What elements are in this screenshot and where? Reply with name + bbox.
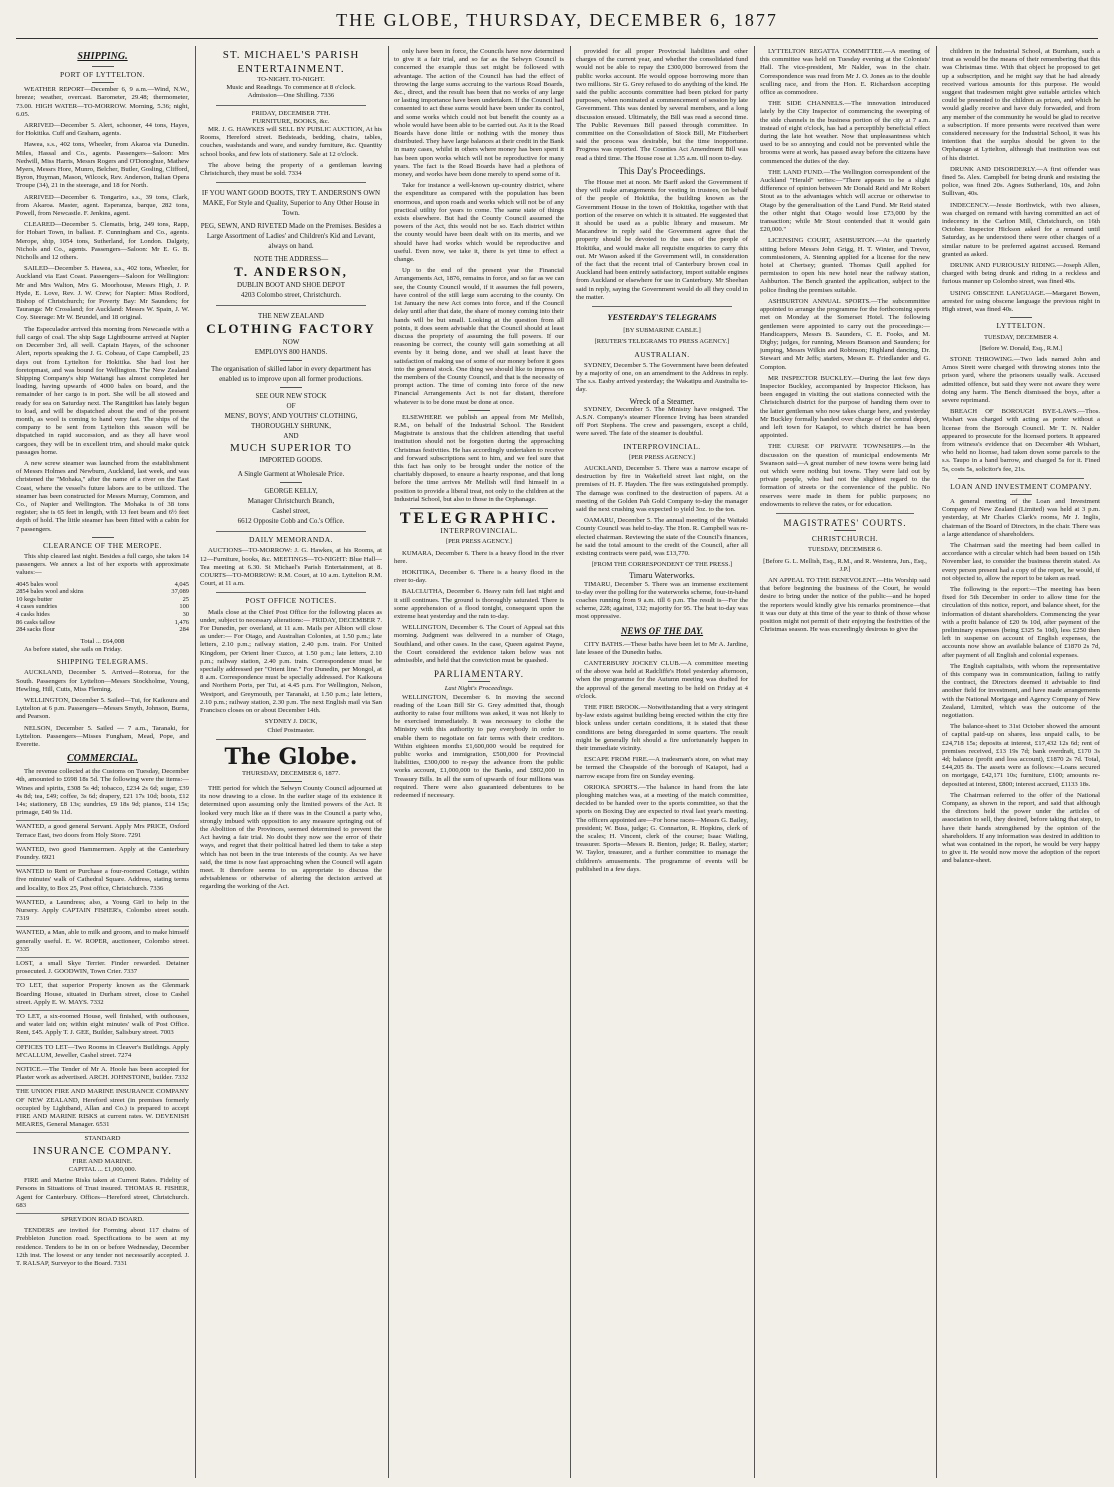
news-item: CITY BATHS.—These baths have been let to Mr A. Jardine, late lessee of the Dunedin baths. bbox=[576, 640, 748, 656]
news-item: MR INSPECTOR BUCKLEY.—During the last few days Inspector Buckley, accompanied by Inspector Hickson, has been engaged in visiting the out stations connected with the Christchurch district for the purpose of handing them over to the latter gentleman who now takes charge here, and yesterday Mr Buckley formally handed over charge of the central depot, and left town for Kaiapoi, to which district he has been appointed. bbox=[760, 374, 930, 440]
export-item: 86 casks tallow bbox=[16, 618, 56, 626]
music: Music and Readings. To commence at 8 o'clock. bbox=[226, 84, 356, 92]
memoranda-heading: DAILY MEMORANDA. bbox=[248, 535, 334, 545]
classified-ad: TO LET, that superior Property known as the Glenmark Boarding House, situated in Durham street, close to Cashel street. Apply E. W. MAYS. 7332 bbox=[16, 979, 189, 1007]
press-agency: [PER PRESS AGENCY.] bbox=[628, 453, 696, 461]
and: AND bbox=[283, 432, 299, 441]
classified-ad: THE UNION FIRE AND MARINE INSURANCE COMPANY OF NEW ZEALAND, Hereford street (in premises formerly occupied by Lightband, Allan and Co.) is prepared to accept FIRE AND MARINE RISKS at current rates. W. DEVENISH MEARES, General Manager. 6531 bbox=[16, 1085, 189, 1129]
telegram-kumara: KUMARA, December 6. There is a heavy flood in the river here. bbox=[394, 549, 564, 565]
news-item: THE CURSE OF PRIVATE TOWNSHIPS.—In the discussion on the question of municipal endowments Mr Swanson said—A great number of new towns were being laid out which were nothing but towns. They were laid out by private people, who had not the slightest regard to the formation of streets or the convenience of the public. No reserves were made in them for public purposes; no endowments to relieve the rates, or for education. bbox=[760, 443, 930, 508]
globe-title: The Globe. bbox=[224, 743, 358, 770]
news-item: THE FIRE BROOK.—Notwithstanding that a very stringent by-law exists against building being erected within the city fire block unless under certain conditions, it is stated that these conditions are being disregarded in some quarters. The result might be generally felt should a fire unfortunately happen in their immediate vicinity. bbox=[576, 704, 748, 753]
see-new-stock: SEE OUR NEW STOCK bbox=[255, 392, 327, 401]
spreydon-body: TENDERS are invited for Forming about 117 chains of Prebbleton Junction road. Specifications to be seen at my residence. Tenders to be in on or before Wednesday, December 12th inst. The lowest or any tender not necessarily accepted. J. T. RALSAP, Surveyor to the Board. 7331 bbox=[16, 1227, 189, 1267]
telegraphic-heading: TELEGRAPHIC. bbox=[399, 509, 559, 527]
anderson-note: NOTE THE ADDRESS— bbox=[253, 255, 329, 264]
nz-heading: THE NEW ZEALAND bbox=[258, 312, 324, 321]
post-office-heading: POST OFFICE NOTICES. bbox=[245, 596, 337, 606]
classified-ad: WANTED, a good general Servant. Apply Mrs PRICE, Oxford Terrace East, two doors from Holy Store. 7291 bbox=[16, 820, 189, 839]
divider bbox=[92, 66, 114, 67]
column-ads bbox=[200, 48, 382, 1476]
standard-capital: CAPITAL ... £1,000,000. bbox=[68, 1165, 137, 1173]
clearance-text: This ship cleared last night. Besides a full cargo, she takes 14 passengers. We annex a list of her exports with approximate values:— bbox=[16, 552, 189, 577]
telegram-hokitika: HOKITIKA, December 6. There is a heavy flood in the river to-day. bbox=[394, 568, 564, 585]
export-value: 100 bbox=[179, 603, 189, 611]
telegram-wellington: WELLINGTON, December 5. Sailed—Tui, for Kaikoura and Lyttelton at 6 p.m. Passengers—Messrs Smyth, Johnson, Burns, and Pearson. bbox=[16, 696, 189, 721]
divider bbox=[216, 305, 366, 306]
sailed: SAILED—December 5. Hawea, s.s., 402 tons, Wheeler, for Auckland via East Coast. Passengers—Saloon for Wellington: Mr and Mrs Walton, Mrs G. Moorhouse, Messrs High, J. P. Hyde, E. Love, Rev. J. W. Crew; for Napier: Miss Rodford, Bishop of Christchurch; for Poverty Bay: Mr Saunders; for Tauranga: Mr Crossland; for Auckland: Messrs W. Spain, J. W. Coy. Steerage: Mr W. Brundel, and 18 original. bbox=[16, 265, 189, 322]
clothing-factory-ad bbox=[200, 311, 382, 526]
anderson-address: 4203 Colombo street, Christchurch. bbox=[240, 291, 342, 300]
loan-report: The balance-sheet to 31st October showed the amount of capital paid-up on shares, less unpaid calls, to be £24,718 15s; deposits at interest, £17,432 12s 6d; rent of premises received, £13 19s 7d; bank overdraft, £170 3s 4d; balance (profit and loss account), £1870 2s 7d. Total, £44,205 8s. The assets were as follows:—Loans secured on mortgage, £42,171 10s; furniture, £100; amounts re-deposited at interest, £800; interest accrued, £1133 18s. bbox=[942, 723, 1100, 788]
classified-ad: WANTED, two good Hammermen. Apply at the Canterbury Foundry. 6921 bbox=[16, 843, 189, 862]
correspondent-note: [FROM THE CORRESPONDENT OF THE PRESS.] bbox=[591, 561, 733, 569]
court-bench: [Before G. L. Mellish, Esq., R.M., and R. Westenra, Jun., Esq., J.P.] bbox=[763, 557, 927, 573]
divider bbox=[776, 513, 914, 514]
anderson-intro: IF YOU WANT GOOD BOOTS, TRY T. ANDERSON'S OWN MAKE, For Style and Quality, Superior to Any Other House in Town. bbox=[201, 189, 381, 218]
news-item: ASHBURTON ANNUAL SPORTS.—The subcommittee appointed to arrange the programme for the forthcoming sports met on Monday at the Somerset Hotel. The following gentlemen were appointed to carry out the proceedings:—Handicappers, Messrs B. Saunders, C. E. Fooks, and M. Digby; judges, for running, Messrs Branson and Saunders; for jumping, Messrs Wilkin and Robinson; Highland dancing, Dr. Stewart and Mr Jeffs; starters, Messrs E. Friedlander and G. Compton. bbox=[760, 297, 930, 371]
standard-sub: INSURANCE COMPANY. bbox=[32, 1144, 173, 1157]
this-day-proceedings: The House met at noon. Mr Barff asked the Government if they will make arrangements for vesting in trustees, on behalf of the people of Hokitika, the building known as the Government House in the town of Hokitika, together with that portion of the reserve on which it is situated. He suggested that it should be used as a public library and museum. Mr Macandrew in reply said the Government agree that the property should be devoted to the uses of the people of Hokitika, and would make all requisite enquiries to carry this out. Mr Wason asked if the Government will, in consideration of the fact that the recent trial of Canterbury brown coal in Auckland had been entirely satisfactory, import suitable engines from Auckland or elsewhere for use in Canterbury. Mr Sheehan said in reply, saying the Government would do all they could in the matter. bbox=[576, 179, 748, 301]
court-case: USING OBSCENE LANGUAGE.—Margaret Bowen, arrested for using obscene language the previous night in High street, was fined 40s. bbox=[942, 289, 1100, 314]
single-garment: A Single Garment at Wholesale Price. bbox=[237, 470, 345, 479]
column-divider bbox=[936, 46, 937, 1478]
port-heading: PORT OF LYTTELTON. bbox=[60, 70, 145, 79]
australian-news: SYDNEY, December 5. The Government have been defeated by a majority of one, on an amendment to the Address in reply. The s.s. Easby arrived yesterday; the Wakatipu and Australia to-day. bbox=[576, 361, 748, 394]
wreck-news: SYDNEY, December 5. The Ministry have resigned. The A.S.N. Company's steamer Florence Irving has been stranded off Port Stephens. The crew and passengers, except a child, were saved. The fate of the steamer is doubtful. bbox=[576, 405, 748, 438]
magistrates-heading: MAGISTRATES' COURTS. bbox=[783, 517, 907, 528]
standard-fire-marine: FIRE AND MARINE. bbox=[72, 1157, 133, 1165]
interprovincial-heading: INTERPROVINCIAL. bbox=[440, 526, 518, 536]
arrivals: ARRIVED—December 5. Alert, schooner, 44 tons, Hayes, for Hokitika. Cuff and Graham, agents. bbox=[16, 122, 189, 138]
masthead-rule bbox=[16, 38, 1098, 39]
timaru-heading: Timaru Waterworks. bbox=[629, 571, 695, 581]
clearance-heading: CLEARANCE OF THE MEROPE. bbox=[43, 540, 162, 550]
loan-report: A general meeting of the Loan and Investment Company of New Zealand (Limited) was held at 3 p.m. yesterday, at Mr Charles Clark's rooms, Mr J. Inglis, chairman of the Board of Directors, in the chair. There was a large attendance of shareholders. bbox=[942, 497, 1100, 538]
opposite-cobb: 6612 Opposite Cobb and Co.'s Office. bbox=[237, 517, 345, 526]
classified-ad: LOST, a small Skye Terrier. Finder rewarded. Detainer prosecuted. J. GOODWIN, Town Crier. 7337 bbox=[16, 957, 189, 976]
commercial-heading: COMMERCIAL. bbox=[67, 753, 138, 765]
postmaster-title: Chief Postmaster. bbox=[267, 726, 315, 734]
loan-report: The Chairman referred to the offer of the National Company, as shown in the report, and said that although the directors held the power under the articles of association to sell, they desired, before taking that step, to have their hands strengthened by the opinion of the shareholders. If any information was desired in addition to what was contained in the report, he would be very happy to give it. He would now move the adoption of the report and balance-sheet. bbox=[942, 791, 1100, 865]
divider bbox=[834, 530, 856, 531]
loan-report: The Chairman said the meeting had been called in accordance with a circular which had been issued on 15th November last, to consider the business therein stated. As every person present had a copy of the report, he would, if not objected to, allow the report to be taken as read. bbox=[942, 541, 1100, 582]
news-item: LICENSING COURT, ASHBURTON.—At the quarterly sitting before Messrs John Grigg, H. T. Winter, and Trevor, commissioners, A. Stenning applied for a license for the new hotel at Chertsey; granted. Thomas Quill applied for permission to open his new hotel near the railway station, Ashburton. The Bench granted the application, subject to the police finding the premises suitable. bbox=[760, 237, 930, 294]
weather-report: WEATHER REPORT—December 6, 9 a.m.—Wind, N.W., breeze; weather, overcast. Barometer, 29.48; thermometer, 73.00. HIGH WATER—TO-MORROW. Morning, 5.36; night, 6.05. bbox=[16, 86, 189, 118]
classified-ad: WANTED, a Man, able to milk and groom, and to make himself generally useful. E. W. ROPER, auctioneer, Colombo street. 7335 bbox=[16, 926, 189, 954]
telegram-auckland: AUCKLAND, December 5. There was a narrow escape of destruction by fire in Wakefield street last night, on the premises of H. F. Hayden. The fire was extinguished promptly. The damage was confined to the destruction of papers. At a meeting of the Golden Pah Gold Company to-day the manager said the next crushing was expected to yield 3oz. to the ton. bbox=[576, 464, 748, 513]
mens-clothing: MENS', BOYS', AND YOUTHS' CLOTHING, bbox=[224, 412, 358, 421]
news-item: CANTERBURY JOCKEY CLUB.—A committee meeting of the above was held at Radcliffe's Hotel yesterday afternoon, when the programme for the Autumn meeting was drafted for the approval of the general meeting to be held on Friday at 4 o'clock. bbox=[576, 660, 748, 700]
court-case: DRUNK AND DISORDERLY.—A first offender was fined 5s. Alex. Campbell for being drunk and resisting the police, was fined 20s. Agnes Sutherland, 10s, and John Sullivan, 40s. bbox=[942, 165, 1100, 198]
leader-paragraph: Take for instance a well-known up-country district, where the expenditure as compared with the population has been enormous, and upon roads and works which will not be of any practical utility for years to come. The same state of things exists elsewhere. But had the County Council assumed the powers of the Act, this would not be so. Each district within the county would have been dealt with on its merits, and we should have had works which would be reproductive and useful. Even now, we take it, there is yet time to effect a change. bbox=[394, 182, 564, 264]
australian-heading: AUSTRALIAN. bbox=[634, 349, 690, 359]
column-divider bbox=[195, 46, 196, 1478]
kelly-name: GEORGE KELLY, bbox=[264, 487, 318, 496]
spreydon-heading: SPREYDON ROAD BOARD. bbox=[16, 1213, 189, 1224]
table-row bbox=[16, 603, 189, 611]
hawkes-auction: MR. J. G. HAWKES will SELL BY PUBLIC AUCTION, At his Rooms, Hereford street. Bedsteads, bedding, chairs, tables, couches, washstands and ware, and sundry furniture, &c. Quantity school books, and few lots of stationery. Sale at 12 o'clock. bbox=[200, 126, 382, 158]
divider bbox=[280, 482, 302, 483]
much-superior: MUCH SUPERIOR TO bbox=[230, 442, 352, 455]
leader-continued: only have been in force, the Councils have now determined to give it a fair trial, and so far as the Selwyn Council is concerned the example thus set might be followed with advantage. The action of the Council has had the effect of throwing the large sums accruing to the various Road Boards, &c., direct, and the result has been that no works of any large or lasting importance have been undertaken. If the Council had consented to act these sums would have been under its control, and some works which could not but benefit the county as a whole would have been able to be carried out. As it is the Road Boards have done little or nothing with the money thus distributed. They have large balances at their credit in the Bank in many cases, whilst in others where money has been spent it has been upon works which will not be reproductive for many years. The fact is the Road Boards have had a plethora of money, and works have been done merely to spend some of it. bbox=[394, 48, 564, 179]
divider bbox=[216, 105, 366, 106]
news-item: THE LAND FUND.—The Wellington correspondent of the Auckland "Herald" writes:—"There appears to be a slight difference of opinion between Mr Donald Reid and Mr Robert Stout as to the advantages which will accrue or otherwise to Otago by the generalisation of the Land Fund. Mr Reid stated the other night that Otago would lose £73,000 by the transaction; while Mr Stout contended that it would gain £20,000." bbox=[760, 168, 930, 234]
lyttelton-bench: [Before W. Donald, Esq., R.M.] bbox=[979, 344, 1063, 352]
table-row bbox=[16, 619, 189, 627]
shipping-heading: SHIPPING. bbox=[77, 51, 128, 62]
stmichael-heading: ST. MICHAEL'S PARISH ENTERTAINMENT. bbox=[222, 49, 360, 75]
yesterdays-telegrams-heading: YESTERDAY'S TELEGRAMS bbox=[607, 312, 717, 323]
industrial-school-appeal: ELSEWHERE we publish an appeal from Mr Mellish, R.M., on behalf of the Industrial School. The Resident Magistrate is anxious that the children attending that useful institution should not be forgotten during the approaching Christmas festivities. He has accordingly undertaken to receive and forward subscriptions sent to him, and we feel sure that this fact has only to be brought under the notice of the charitably disposed, to ensure a hearty response, and that long before the time arrives Mr Mellish will find himself in a position to provide a liberal treat, not only to the children at the Industrial School, but also to those in the Orphanage. bbox=[394, 413, 564, 503]
divider bbox=[280, 360, 302, 361]
imported-goods: IMPORTED GOODS. bbox=[259, 456, 323, 465]
furniture-heading: FURNITURE, BOOKS, &c. bbox=[252, 117, 330, 125]
christchurch-heading: CHRISTCHURCH. bbox=[811, 534, 879, 544]
divider bbox=[592, 306, 732, 307]
table-row bbox=[16, 588, 189, 596]
column-divider bbox=[754, 46, 755, 1478]
submarine-cable: [BY SUBMARINE CABLE.] bbox=[623, 327, 701, 335]
divider bbox=[468, 681, 490, 682]
globe-date: THURSDAY, DECEMBER 6, 1877. bbox=[241, 769, 341, 777]
table-row bbox=[16, 611, 189, 619]
court-case: STONE THROWING.—Two lads named John and Amos Sirett were charged with throwing stones into the prison yard, where the prisoners usually walk. Accused admitted offence, but said they were not aware they were doing any harm. The Bench dismissed the boys, after a severe reprimand. bbox=[942, 355, 1100, 404]
sailing-note: As before stated, she sails on Friday. bbox=[24, 645, 122, 653]
news-item: ORIOKA SPORTS.—The balance in hand from the late ploughing matches was, at a meeting of the match committee, decided to be handed over to the sports committee, so that the sports on Boxing Day are expected to rival last year's meeting. The officers appointed are—For horse races—Messrs G. Bailey, president; W. Buss, judge; G. Connarton, R. Hopkins, clerk of the scales; H. Vincent, clerk of the course; Isaac Watling, treasurer. Sports—Messrs R. Benton, judge; R. Bailey, starter; W. Taylor, treasurer, and a further committee to manage the children's amusements. The programme of events will be published in a few days. bbox=[576, 783, 748, 873]
export-item: 284 sacks flour bbox=[16, 626, 56, 634]
anderson-name: T. ANDERSON, bbox=[234, 264, 348, 280]
friday-heading: FRIDAY, DECEMBER 7TH. bbox=[251, 109, 331, 117]
column-courts bbox=[942, 48, 1100, 1476]
export-item: 4 casks hides bbox=[16, 610, 50, 618]
loan-report: The following is the report:—The meeting has been fixed for 5th December in order to allow time for the circulation of this notice, report, and balance sheet, for the information of distant shareholders. Commencing the year with a profit balance of £20 9s 10d, after payment of the preliminary expenses (being £325 5s 10d), less £250 then left in suspense on account of English expenses, the accounts now show an available balance of £1870 2s 7d, after payment of all English and colonial expenses. bbox=[942, 585, 1100, 659]
shipping-telegrams-heading: SHIPPING TELEGRAMS. bbox=[56, 657, 149, 667]
export-value: 284 bbox=[179, 626, 189, 634]
divider bbox=[216, 182, 366, 183]
benevolent-appeal: AN APPEAL TO THE BENEVOLENT.—His Worship said that before beginning the business of the Court, he would desire to bring under the notice of the public—and he hoped the reporters would kindly give his remarks prominence—that it was our duty at this time of the year to think of those whose position might not permit of their enjoying the festivities of the Christmas season. He was exceedingly desirous to give the bbox=[760, 576, 930, 634]
employs: EMPLOYS 800 HANDS. bbox=[254, 348, 328, 357]
post-office-notices: Mails close at the Chief Post Office for the following places as under, subject to necessary alterations:— FRIDAY, DECEMBER 7. For Dunedin, per overland, at 11 a.m. Mails per Albion will close as under:— For Otago, and Australian Colonies, at 1.50 p.m.; late letters, 2.10 p.m.; railway station, 2.40 p.m. train. For United Kingdom, per Orient liner Cuzco, at 1.50 p.m.; late letters, 2.10 p.m.; railway station, 2.40 p.m. train. Correspondence must be specially addressed per "Orient line." For Dunedin, per Mongol, at 8 a.m. Correspondence must be specially addressed. For Kaikoura and Northern Ports, per Tui, at 4.45 p.m. For Wellington, Nelson, Westport, and Greymouth, per Taranaki, at 1.50 p.m.; late letters, 2.10 p.m.; railway station, 2.30 p.m. The next English mail via San Francisco closes on or about December 14th. bbox=[200, 608, 382, 715]
parliament-continued: provided for all proper Provincial liabilities and other charges of the current year, and whether the consolidated fund would not be able to repay the £300,000 borrowed from the public works account. He would oppose borrowing more than two millions. Sir G. Grey refused to do anything of the kind. He said the public accounts committee had been picked for party purposes, when nominated at commencement of session by late Government. This was denied by several members, and a long discussion ensued. Ultimately, the Bill was read a second time. The Public Revenues Bill passed through committee. In committee on the Consolidation of Stock Bill, Mr Fitzherbert said the process was desirable, but the time inopportune. Progress was reported. The Counties Act Amendment Bill was read a third time. The House rose at 1.35 a.m. till noon to-day. bbox=[576, 48, 748, 162]
timaru-news: TIMARU, December 5. There was an immense excitement to-day over the polling for the waterworks scheme, four-in-hand coaches running from 9 a.m. till 6 p.m. The result is—For the scheme, 228; against, 132; majority for 95. The heat to-day was most oppressive. bbox=[576, 580, 748, 621]
court-case: INDECENCY.—Jessie Borthwick, with two aliases, was charged on remand with having committed an act of indecency in the Carlton Mill, Christchurch, on 16th October. Inspector Hickson asked for a remand until Saturday, as he understood there were other charges of a similar nature to be preferred against accused. Remand granted as asked. bbox=[942, 201, 1100, 258]
shrunk: THOROUGHLY SHRUNK, bbox=[251, 422, 331, 431]
loan-report: The English capitalists, with whom the representative of this company was in communication, failing to ratify the contract, the Directors deemed it advisable to find another field for investment, and have made arrangements with the National Mortgage and Agency Company of New Zealand, Limited, which was the outcome of the negotiation. bbox=[942, 662, 1100, 720]
wreck-heading: Wreck of a Steamer. bbox=[629, 396, 695, 406]
telegram-wellington: WELLINGTON, December 6. The Court of Appeal sat this morning. Judgment was delivered in a number of Otago, Southland, and other cases. In the case, Queen against Payne, the Court considered the evidence taken below was not admissible, and held that the conviction must be quashed. bbox=[394, 624, 564, 665]
divider bbox=[216, 739, 366, 740]
table-row bbox=[16, 626, 189, 634]
press-agency: [PER PRESS AGENCY.] bbox=[445, 538, 513, 546]
clothing-factory: CLOTHING FACTORY bbox=[206, 321, 376, 337]
divider bbox=[92, 537, 114, 538]
telegram-auckland: AUCKLAND, December 5. Arrived—Rotorua, for the South. Passengers for Lyttelton—Messrs Stockholme, Young, Hewling, Hill, Cutts, Miss Fleming. bbox=[16, 669, 189, 693]
divider bbox=[1010, 317, 1032, 318]
column-divider bbox=[388, 46, 389, 1478]
export-value: 1,476 bbox=[174, 618, 189, 626]
reuters-note: [REUTER'S TELEGRAMS TO PRESS AGENCY.] bbox=[594, 338, 730, 346]
column-leader bbox=[394, 48, 564, 1476]
customs-revenue: The revenue collected at the Customs on Tuesday, December 4th, amounted to £698 18s 5d. The following were the items:—Wines and spirits, £308 5s 4d; tobacco, £234 2s 6d; sugar, £39 4s 8d; tea, £49; coffee, 3s 6d; drapery, £21 17s 10d; boots, £12 14s; stationery, £8 13s; sundries, £9 18s 9d; pianos, £14 15s; primage, £40 9s 11d. bbox=[16, 768, 189, 817]
cleared: CLEARED—December 5. Clematis, brig, 249 tons, Rapp, for Hobart Town, in ballast. F. Cunningham and Co., agents. Merope, ship, 1054 tons, Sutherland, for London. Dalgety, Nichols and Co., agents. Passengers—Saloon: Mr E. G. B. Nicholls and 12 others. bbox=[16, 221, 189, 262]
divider bbox=[92, 82, 114, 83]
divider bbox=[216, 592, 366, 593]
classified-ad: NOTICE.—The Tender of Mr A. Hoole has been accepted for Plaster work as advertised. ARCH. JOHNSTONE, builder. 7332 bbox=[16, 1063, 189, 1082]
column-shipping bbox=[16, 48, 189, 1476]
leader-article: THE period for which the Selwyn County Council adjourned at its now drawing to a close. In the earlier stage of its existence it determined upon assuming only the limited powers of the Act. It looked very much like as if there was in the Council a party who, strongly imbued with opposition to any measure springing out of the Abolition of the Provinces, seemed determined to prevent the Act having a fair trial. No doubt they now see the error of their ways, and regret that their political hatred led them to take a step which has not been in the true interests of the county. As we have said, the time is now fast approaching when the Council will again meet. It therefore seems to us appropriate to discuss the advisableness or otherwise of altering the decision arrived at regarding the working of the Act. bbox=[200, 784, 382, 891]
telegram-nelson: NELSON, December 5. Sailed — 7 a.m., Taranaki, for Lyttelton. Passengers—Misses Fungham, Mead, Pope, and Everette. bbox=[16, 724, 189, 748]
export-value: 30 bbox=[182, 610, 189, 618]
divider bbox=[1010, 494, 1032, 495]
table-row bbox=[16, 596, 189, 604]
court-date: TUESDAY, DECEMBER 6. bbox=[807, 546, 883, 554]
interprovincial-heading: INTERPROVINCIAL. bbox=[623, 441, 701, 451]
hawkes-note: The above being the property of a gentleman leaving Christchurch, they must be sold. 7334 bbox=[200, 161, 382, 178]
table-row bbox=[16, 581, 189, 589]
divider bbox=[410, 508, 548, 509]
lyttelton-date: TUESDAY, DECEMBER 4. bbox=[983, 333, 1059, 341]
steamer-launch: A new screw steamer was launched from the establishment of Messrs Holmes and Newburn, Auckland, last week, and was christened the "Mohaka," after the name of a river on the East Coast, where the vessel's future labors are to be utilized. The steamer has been constructed for Messrs Murray, Common, and Co., of Napier and Wellington. The Mohaka is of 38 tons register; she is 65 feet in length, with 13 feet beam and 6½ feet depth of hold. The little steamer has been fitted with a cabin for 7 passengers. bbox=[16, 459, 189, 533]
export-value: 37,089 bbox=[171, 588, 189, 596]
column-news bbox=[760, 48, 930, 1476]
manager: Manager Christchurch Branch, bbox=[247, 497, 335, 506]
exports-table bbox=[16, 581, 189, 634]
news-item: ESCAPE FROM FIRE.—A tradesman's store, on what may be termed the Cheapside of the borough of Kaiapoi, had a narrow escape from fire on Sunday evening. bbox=[576, 756, 748, 780]
anderson-depot: DUBLIN BOOT AND SHOE DEPOT bbox=[237, 281, 345, 290]
standard-name: STANDARD bbox=[84, 1135, 121, 1143]
masthead: THE GLOBE, THURSDAY, DECEMBER 6, 1877 bbox=[336, 10, 778, 30]
postmaster-name: SYDNEY J. DICK, bbox=[264, 718, 318, 726]
standard-body: FIRE and Marine Risks taken at Current Rates. Fidelity of Persons in Situations of Trust insured. THOMAS R. FISHER, Agent for Canterbury. Offices—Hereford street, Christchurch. 683 bbox=[16, 1177, 189, 1209]
anderson-peg: PEG, SEWN, AND RIVETED Made on the Premises. Besides a Large Assortment of Ladies' and Children's Kid and Levant, always on hand. bbox=[200, 222, 382, 251]
of: OF bbox=[286, 402, 296, 411]
divider bbox=[280, 387, 302, 388]
appeal-continued: children in the Industrial School, at Burnham, such a treat as would be the means of their remembering that this was Christmas time. With that object he proposed to get up a subscription, and he might say that he had already received various amounts for this purpose. He would suggest that tradesmen might give suitable articles which could be presented to the children as prizes, and which he would gladly receive and have duly forwarded, and from any member of the community he would be glad to receive a subscription. If more presents were received than were considered necessary for the Industrial School, it was his intention that the surplus should be given to the Orphanage at Lyttelton, although that institution was out of his district. bbox=[942, 48, 1100, 162]
court-case: BREACH OF BOROUGH BYE-LAWS.—Thos. Wishart was charged with acting as porter without a license from the Borough Council. Mr T. N. Nalder appeared to prosecute for the licensed porters. It appeared from witness's evidence that on December 4th Wishart, who held no license, had taken down some parcels to the s.s. Taupo in a hand barrow, and charged 5s for it. Fined 5s, costs 5s, solicitor's fee, 21s. bbox=[942, 408, 1100, 473]
organisation: The organisation of skilled labor in every department has enabled us to improve upon all former productions. bbox=[210, 365, 372, 384]
classified-ad: WANTED to Rent or Purchase a four-roomed Cottage, within five minutes' walk of Cathedral Square. Address, stating terms and locality, to Box 25, Post office, Christchurch. 7336 bbox=[16, 865, 189, 893]
memoranda: AUCTIONS—TO-MORROW: J. G. Hawkes, at his Rooms, at 12—Furniture, books, &c. MEETINGS—TO-NIGHT: Blue Hall—Tea meeting at 6.30. St Michael's Parish Entertainment, at 8. COURTS—TO-MORROW: R.M. Court, at 10 a.m. Lyttelton R.M. Court, at 11 a.m. bbox=[200, 547, 382, 588]
export-value: 4,045 bbox=[174, 580, 189, 588]
divider bbox=[468, 410, 490, 411]
telegram-oamaru: OAMARU, December 5. The annual meeting of the Waitaki County Council was held to-day. The Hon. R. Campbell was re-elected chairman. Reviewing the state of the Council's finances, he said the total amount to the credit of the Council, after all existing contracts were paid, was £13,770. bbox=[576, 517, 748, 557]
news-item: THE SIDE CHANNELS.—The innovation introduced lately by the City Inspector of commencing the sweeping of the side channels in the business portion of the city at 7 a.m. instead of eight o'clock, has had a perceptibly beneficial effect during the late hot weather. Now that unpleasantness which used to be so annoying and could not be prevented while the brooms were at work, has passed away before the citizens have commenced the duties of the day. bbox=[760, 100, 930, 165]
classified-ad: WANTED, a Laundress; also, a Young Girl to help in the Nursery. Apply CAPTAIN FISHER's, Colombo street south. 7319 bbox=[16, 896, 189, 924]
news-item: LYTTELTON REGATTA COMMITTEE.—A meeting of this committee was held on Tuesday evening at the Colonists' Hall. The vice-president, Mr Nalder, was in the chair. Correspondence was read from Mr J. O. Jones as to the double sculling race, and from the Hon. E. Richardson accepting office as commodore. bbox=[760, 48, 930, 97]
tonight: TO-NIGHT. TO-NIGHT. bbox=[257, 76, 325, 83]
parliament-report: WELLINGTON, December 6. In moving the second reading of the Loan Bill Sir G. Grey admitted that, though authority to raise four millions was asked, it was not likely to be exercised immediately. It was necessary to clothe the Ministry with this authority to pay everybody in order to enable them to negotiate on fair terms with their creditors. Within eighteen months £1,600,000 would be required for public works and immigration, £500,000 for Provincial liabilities, £300,000 to re-pay the advance from the public works account, £1,000,000 to the Banks, and £802,000 in Treasury Bills. In all the sum of upwards of four millions was required. There were also guaranteed debentures to be redeemed if necessary. bbox=[394, 693, 564, 800]
now: NOW bbox=[282, 338, 300, 347]
divider bbox=[280, 781, 302, 782]
telegram-balclutha: BALCLUTHA, December 6. Heavy rain fell last night and it still continues. The ground is thoroughly saturated. There is some apprehension of a flood tonight, consequent upon the extreme heat yesterday and the rain to-day. bbox=[394, 588, 564, 620]
exports-total: Total ... £64,008 bbox=[80, 637, 125, 645]
divider bbox=[958, 478, 1084, 479]
leader-paragraph: Up to the end of the present year the Financial Arrangements Act, 1876, remains in force, and so far as we can see, the County Council would, if it assumes the full powers, have control of the still large sum accruing to the county. On 1st January the new Act comes into force, and if the Council delay until after that date, the share of money coming into their hands will be but small. Looking at the question from all points, it does seem advisable that the Council should at least discuss the propriety of assuming the full powers. If our reasoning be correct, the county will gain something at all events by it being done, and we shall at least have the satisfaction of making use of some of our money before it goes into the general stock. One thing we should like to impress on the members of the County Council, and that is the necessity of prompt action. The time of coming into force of the new Financial Arrangements Act is not far distant, therefore whatever is to be done must be done at once. bbox=[394, 267, 564, 406]
lyttelton-heading: LYTTELTON. bbox=[996, 321, 1046, 331]
this-day-heading: This Day's Proceedings. bbox=[618, 165, 706, 176]
standard-insurance-ad bbox=[16, 1132, 189, 1174]
anderson-ad bbox=[200, 188, 382, 300]
export-item: 10 kegs butter bbox=[16, 595, 53, 603]
parliamentary-heading: PARLIAMENTARY. bbox=[433, 669, 525, 680]
classified-ad: TO LET, a six-roomed House, well finished, with outhouses, and water laid on; within eight minutes' walk of Post Office. Rent, £45. Apply T. J. GEE, Builder, Salisbury street. 7003 bbox=[16, 1010, 189, 1038]
admission: Admission—One Shilling. 7336 bbox=[247, 92, 335, 100]
column-divider bbox=[570, 46, 571, 1478]
arrivals-2: ARRIVED—December 6. Tongariro, s.s., 39 tons, Clark, from Akaroa. Master, agent. Esperanza, barque, 282 tons, Powell, from Newcastle. F. Jenkins, agent. bbox=[16, 193, 189, 218]
court-case: DRUNK AND FURIOUSLY RIDING.—Joseph Allen, charged with being drunk and riding in a reckless and furious manner up Colombo street, was fined 40s. bbox=[942, 262, 1100, 286]
loan-company-heading: LOAN AND INVESTMENT COMPANY. bbox=[950, 481, 1092, 491]
divider bbox=[216, 531, 366, 532]
cashel-street: Cashel street, bbox=[272, 507, 310, 516]
export-item: 4 cases sundries bbox=[16, 603, 58, 611]
export-item: 4045 bales wool bbox=[16, 580, 58, 588]
news-of-the-day-heading: NEWS OF THE DAY. bbox=[620, 625, 704, 636]
last-night-heading: Last Night's Proceedings. bbox=[444, 685, 514, 693]
arrivals-hawea: Hawea, s.s., 402 tons, Wheeler, from Akaroa via Dunedin. Miles, Hassal and Co., agents. Passengers—Saloon: Mrs Nedwill, Miss Harris, Messrs Rogers and O'Donoghue, Mathew Myers, Messrs Hore, Munro, Belcher, Butler, Gosling, Clifford, Byron, Huyman, Mason, Wilcock, Rev. Anderson, Italian Opera Troupe (34), 21 in the steerage, and 18 for North. bbox=[16, 141, 189, 190]
export-value: 25 bbox=[182, 595, 189, 603]
export-item: 2854 bales wool and skins bbox=[16, 588, 84, 596]
classified-ad: OFFICES TO LET—Two Rooms in Cleaver's Buildings. Apply M'CALLUM, Jeweller, Cashel street. 7274 bbox=[16, 1041, 189, 1060]
column-telegrams bbox=[576, 48, 748, 1476]
shipping-news: The Especulador arrived this morning from Newcastle with a full cargo of coal. The ship Sage Lightbourne arrived at Napier on December 3rd, all well. Captain Hayes, of the schooner Alert, reports speaking the J. G. Cobeau, of Cape Campbell, 23 days out from Lyttelton for Hokitika. She had lost her foretopmast, and was bound for Wellington. The New Zealand Shipping Company's ship Waitangi has almost completed her loading, having upwards of 4000 bales on board, and the remainder of her cargo is in port. She will be all stowed and ready for sea on Saturday next. The Rangitikei has lately begun to load, and will be dispatched about the end of the present month, as wool is coming to hand very fast. The ships of the company to be sent from Lyttelton this season will be dispatched in rapid succession, and as they all have wool cargoes, they will be in excellent trim, and should make quick passages home. bbox=[16, 325, 189, 456]
